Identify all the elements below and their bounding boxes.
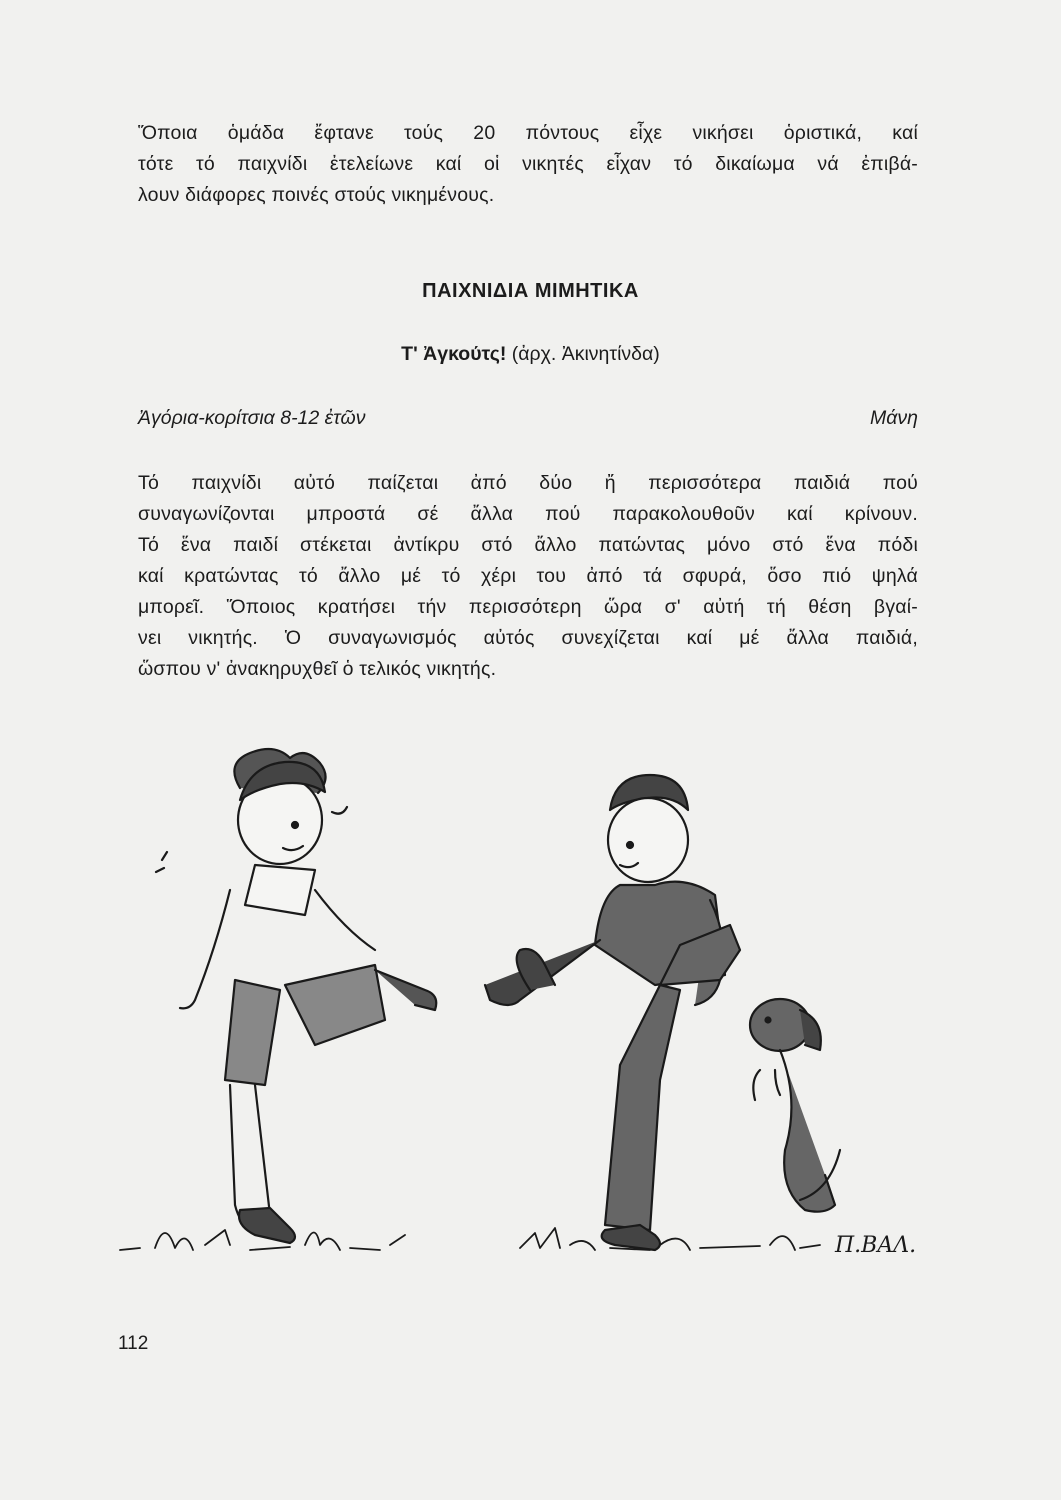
section-heading: ΠΑΙΧΝΙΔΙΑ ΜΙΜΗΤΙΚΑ — [422, 280, 639, 302]
game-line-6: νει νικητής. Ὁ συναγωνισμός αὐτός συνεχίζεται καί μέ ἄλλα παιδιά, — [138, 627, 918, 649]
intro-line-1: Ὅποια ὁμάδα ἔφτανε τούς 20 πόντους εἶχε νικήσει ὁριστικά, καί — [138, 122, 918, 144]
game-title-note: (ἀρχ. Ἀκινητίνδα) — [511, 343, 660, 365]
page-number: 112 — [118, 1333, 149, 1354]
intro-line-2: τότε τό παιχνίδι ἐτελείωνε καί οἱ νικητές εἶχαν τό δικαίωμα νά ἐπιβά- — [138, 153, 918, 175]
game-line-7: ὥσπου ν' ἀνακηρυχθεῖ ὁ τελικός νικητής. — [138, 658, 497, 680]
game-line-2: συναγωνίζονται μπροστά σέ ἄλλα πού παρακολουθοῦν καί κρίνουν. — [138, 503, 918, 525]
game-ages: Ἀγόρια-κορίτσια 8-12 ἐτῶν — [138, 407, 366, 429]
game-region: Μάνη — [870, 407, 918, 429]
boy-left-figure — [156, 749, 436, 1243]
game-line-3: Τό ἕνα παιδί στέκεται ἀντίκρυ στό ἄλλο πατώντας μόνο στό ἕνα πόδι — [138, 534, 918, 556]
boy-right-figure — [485, 775, 740, 1250]
game-line-5: μπορεῖ. Ὅποιος κρατήσει τήν περισσότερη ὥρα σ' αὐτή τή θέση βγαί- — [138, 596, 918, 618]
illustration — [100, 740, 960, 1280]
intro-paragraph — [138, 118, 918, 211]
ground-scribbles — [120, 1228, 820, 1250]
game-line-4: καί κρατώντας τό ἄλλο μέ τό χέρι του ἀπό τά σφυρά, ὅσο πιό ψηλά — [138, 565, 918, 587]
game-meta — [138, 407, 918, 430]
game-line-1: Τό παιχνίδι αὐτό παίζεται ἀπό δύο ἤ περισσότερα παιδιά πού — [138, 472, 918, 494]
game-title-name: Τ' Ἀγκούτς! — [401, 343, 507, 365]
game-title — [0, 343, 1061, 366]
game-description — [138, 468, 918, 685]
illustrator-signature: Π.ΒΑΛ. — [835, 1233, 917, 1258]
dog-figure — [750, 999, 840, 1212]
intro-line-3: λουν διάφορες ποινές στούς νικημένους. — [138, 184, 495, 206]
